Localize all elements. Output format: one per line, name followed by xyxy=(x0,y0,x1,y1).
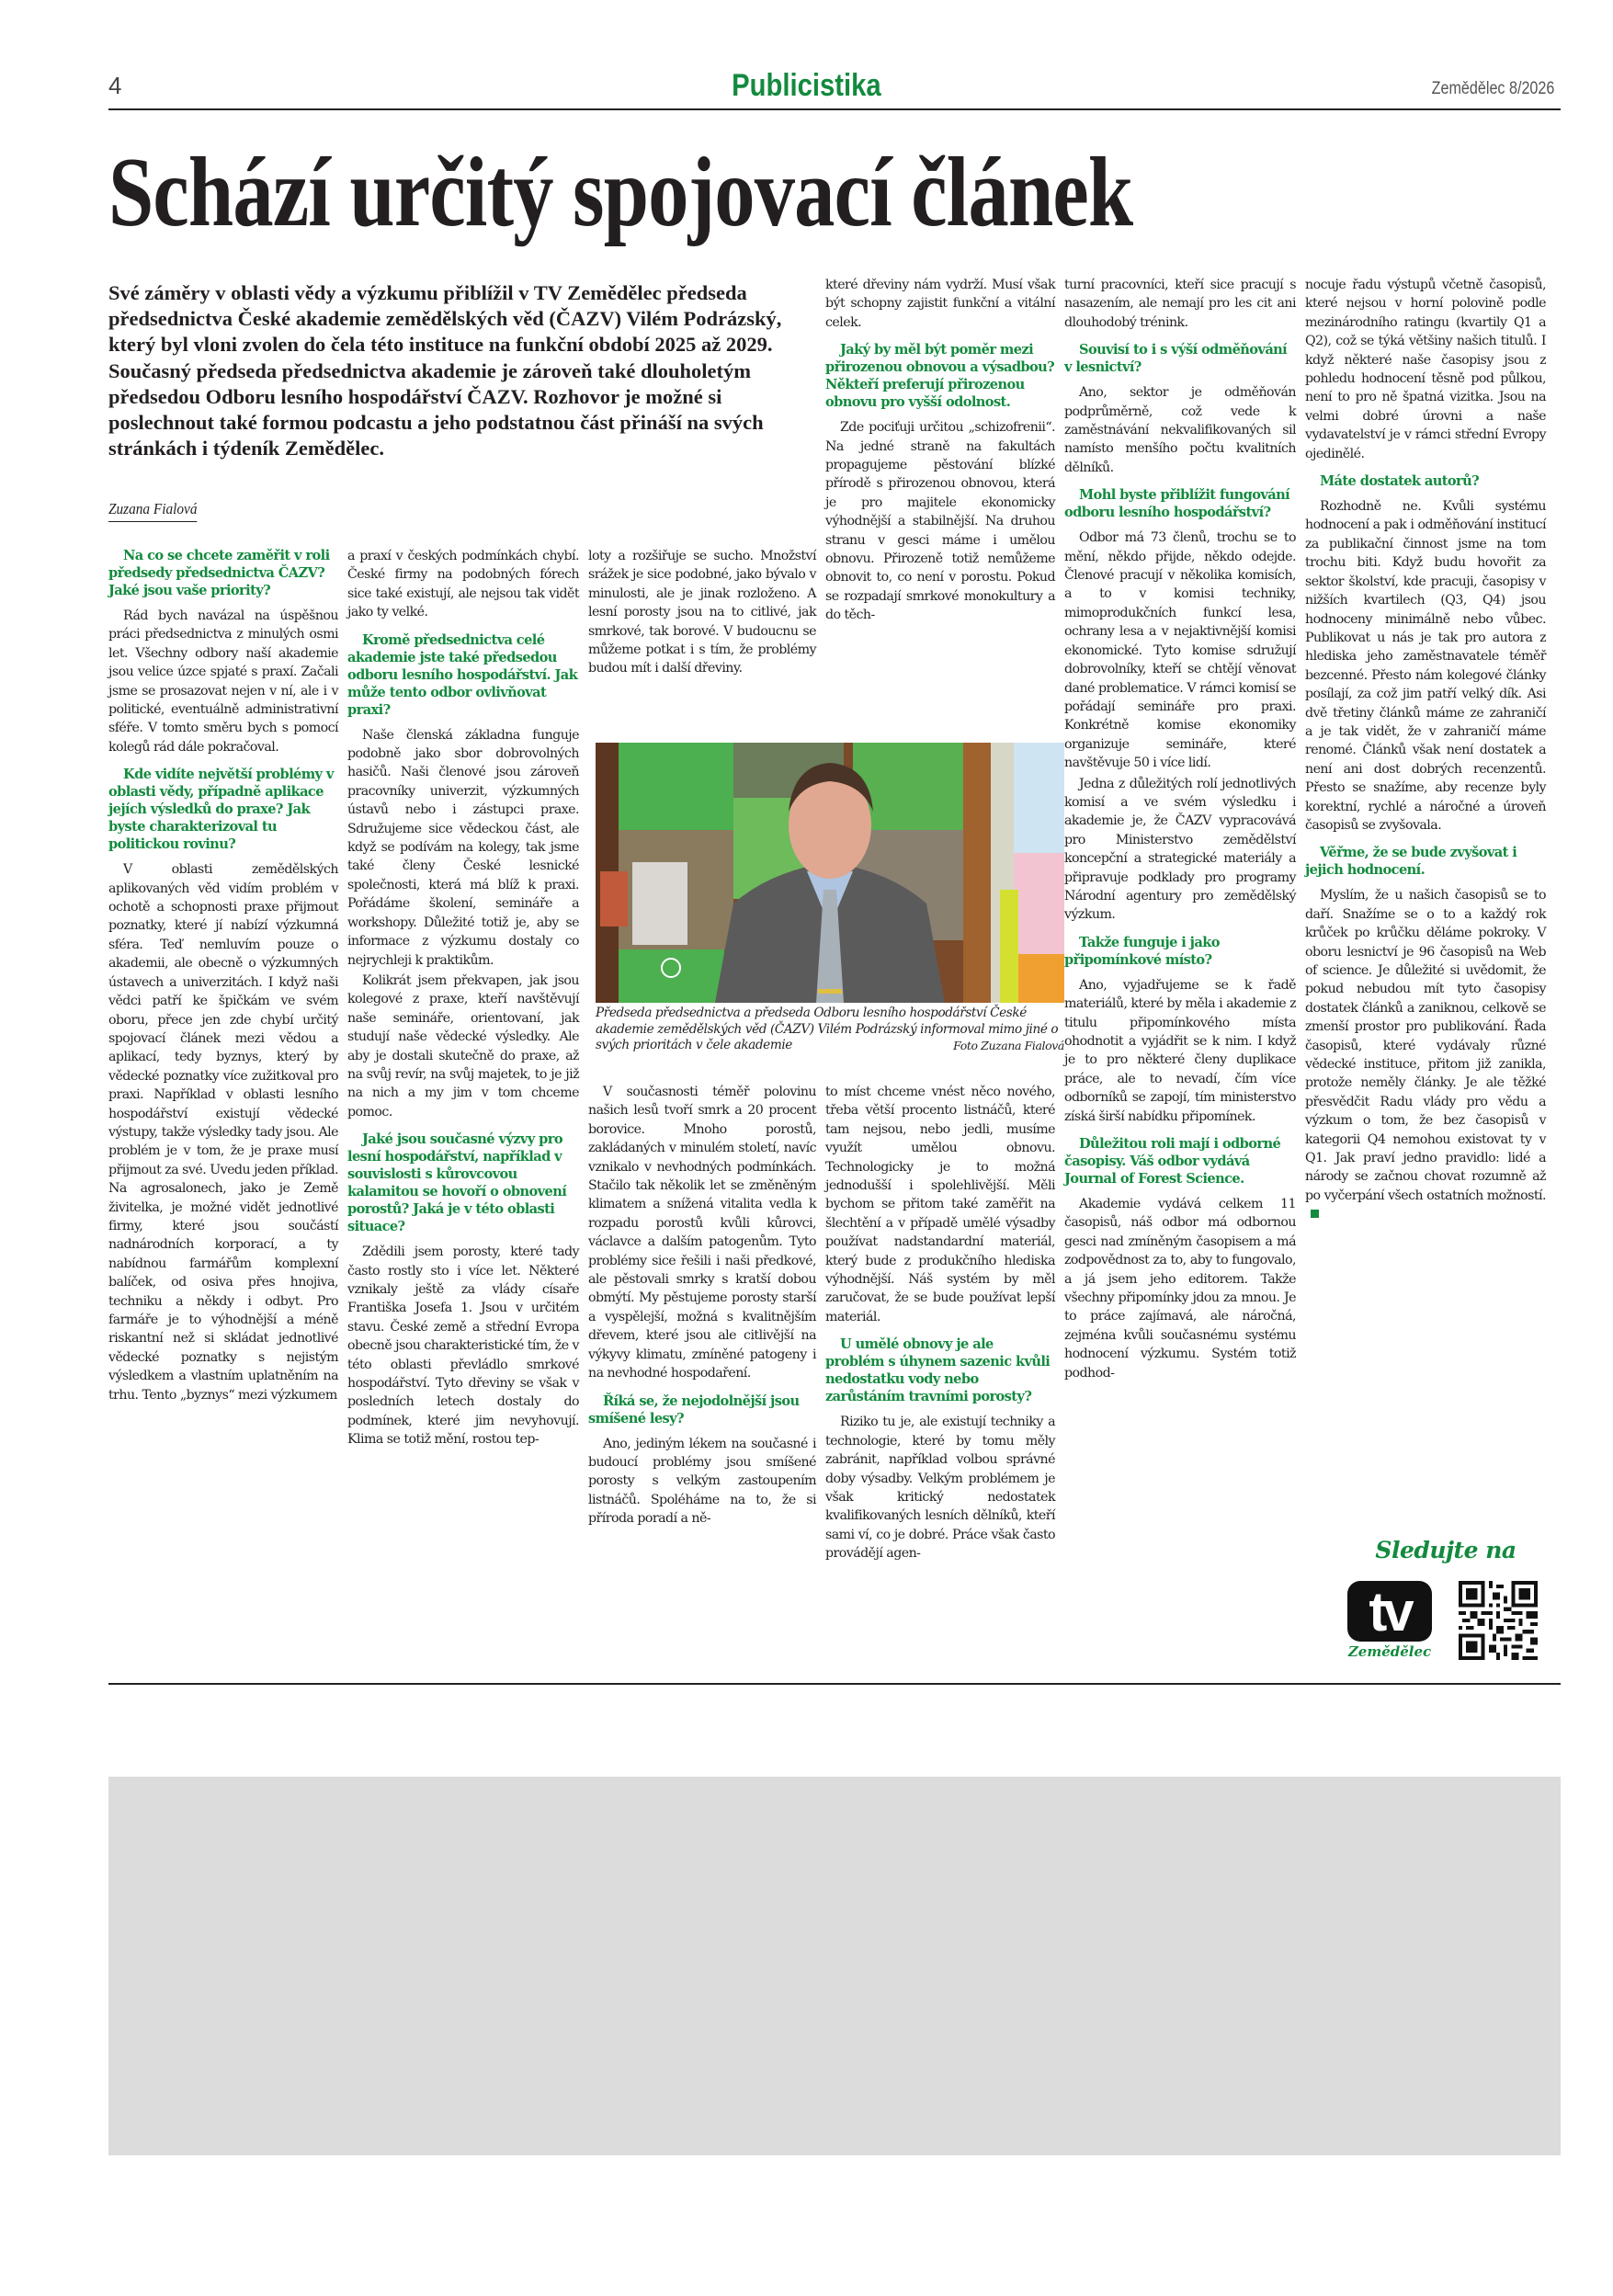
question-heading: Kde vidíte největší problémy v oblasti vědy, případně aplikace jejích výsledků do praxe? Jak byste charakterizoval tu politickou rovinu? xyxy=(108,767,334,853)
question-heading: U umělé obnovy je ale problém s úhynem sazenic kvůli nedostatku vody nebo zarůstáním travními porosty? xyxy=(825,1336,1051,1405)
answer-paragraph: Ano, jediným lékem na současné i budoucí problémy jsou smíšené porosty s velkým zastoupením listnáčů. Spoléháme na to, že si příroda poradí a ně- xyxy=(588,1436,816,1527)
headline: Schází určitý spojovací článek xyxy=(108,138,1133,247)
answer-paragraph: a praxí v českých podmínkách chybí. České firmy na podobných fórech sice také existují, ale nejsou tak vidět jako ty velké. xyxy=(347,549,579,620)
answer-paragraph: nocuje řadu výstupů včetně časopisů, které nejsou v horní polovině podle mezinárodního ratingu (kvartily Q1 a Q2), což se týká většiny našich titulů. I když některé naše časopisy jsou z pohledu hodnocení těsně pod půlkou, není to pro ně špatná vizitka. Jsou na velmi dobré úrovni a naše vydavatelství je v rámci střední Evropy ojedinělé. xyxy=(1305,278,1546,461)
photo-caption xyxy=(596,1006,1064,1054)
column-2 xyxy=(347,547,579,1449)
answer-paragraph: Akademie vydává celkem 11 časopisů, náš odbor má odbornou gesci nad zmíněným časopisem a má zodpovědnost za to, aby to fungovalo, a já jsem jeho editorem. Takže všechny připomínky jdou za mnou. Je to práce zajímavá, ale náročná, zejména kvůli současnému systému hodnocení výzkumu. Systém totiž podhod- xyxy=(1064,1197,1296,1381)
column-1 xyxy=(108,547,338,1404)
answer-paragraph: Rád bych navázal na úspěšnou práci předsednictva z minulých osmi let. Všechny odbory naší akademie jsou velice úzce spjaté s praxí. Začali jsme se prosazovat nejen v ní, ale i v politické, eventuálně administrativní sféře. V tomto směru bych s pomocí kolegů rád dále pokračoval. xyxy=(108,608,338,755)
answer-paragraph: Ano, sektor je odměňován podprůměrně, což vede k zaměstnávání nekvalifikovaných sil namísto menšího počtu kvalitních dělníků. xyxy=(1064,385,1296,475)
footer-divider xyxy=(108,1683,1561,1685)
tv-logo-icon xyxy=(1344,1579,1436,1662)
header-divider xyxy=(108,108,1561,110)
answer-paragraph: Jedna z důležitých rolí jednotlivých komisí a ve svém výsledku i akademie je, že ČAZV vypracovává pro Ministerstvo zemědělství koncepční a strategické materiály a připravuje podklady pro programy Národní agentury pro zemědělský výzkum. xyxy=(1064,776,1296,923)
answer-paragraph: Odbor má 73 členů, trochu se to mění, někdo přijde, někdo odejde. Členové pracují v několika komisích, a to v komisi techniky, mimoprodukčních funkcí lesa, ochrany lesa a v nejaktivnější komisi ekonomické. Tyto komise sdružují dobrovolníky, kteří se chtějí věnovat dané problematice. V rámci komisí se pořádají semináře pro praxi. Konkrétně komise ekonomiky organizuje semináře, které navštěvuje 50 i více lidí. xyxy=(1064,530,1296,771)
question-heading: Věřme, že se bude zvyšovat i jejich hodnocení. xyxy=(1305,845,1517,879)
question-heading: Mohl byste přiblížit fungování odboru lesního hospodářství? xyxy=(1064,487,1290,521)
question-heading: Důležitou roli mají i odborné časopisy. Váš odbor vydává Journal of Forest Science. xyxy=(1064,1136,1281,1188)
end-of-article-icon xyxy=(1311,1210,1319,1218)
question-heading: Souvisí to i s výší odměňování v lesnictví? xyxy=(1064,342,1288,376)
answer-paragraph xyxy=(1305,886,1546,1223)
byline: Zuzana Fialová xyxy=(108,500,197,522)
column-3-top xyxy=(588,547,816,678)
advertisement-placeholder xyxy=(108,1777,1561,2155)
photo-credit: Foto Zuzana Fialová xyxy=(953,1039,1064,1052)
answer-paragraph: V oblasti zemědělských aplikovaných věd vidím problém v ochotě a schopnosti praxe přijmout poznatky, které jí nabízí výzkumná sféra. Teď nemluvím pouze o akademii, ale obecně o výzkumných ústavech a univerzitách. I když naši vědci patří ke špičkám ve svém oboru, přece jen zde chybí určitý spojovací článek mezi vědou a aplikací, tedy byznys, který by vědecké poznatky více zužitkoval pro praxi. Například v oblasti lesního hospodářství existují vědecké výstupy, takže výsledky tady jsou. Ale problém je v tom, že je praxe musí přijmout za své. Uvedu jeden příklad. Na agrosalonech, jako je Země živitelka, je možné vidět jednotlivé firmy, které jsou součástí nadnárodních korporací, a ty nabídnou farmářům komplexní balíček, od osiva přes hnojiva, techniku a někdy i odbyt. Pro farmáře je to výhodnější a méně riskantní než si skládat jednotlivé vědecké poznatky s nejistým výsledkem a vlastním uplatněním na trhu. Tento „byznys“ mezi výzkumem xyxy=(108,862,338,1403)
question-heading: Máte dostatek autorů? xyxy=(1320,473,1480,490)
article-photo xyxy=(596,743,1064,1003)
answer-paragraph: Rozhodně ne. Kvůli systému hodnocení a pak i odměňování institucí za publikační činnost jsme na tom trochu biti. Když budu hovořit za sektor školství, kde pracuji, časopisy v nižších kvartilech (Q3, Q4) jsou hodnoceny minimálně nebo vůbec. Publikovat u nás je tak pro autora z hlediska jeho zaměstnavatele téměř bezcenné. Přesto nám kolegové články posílají, za což jim patří velký dík. Asi dvě třetiny článků máme ze zahraničí a je tak vidět, že v zahraničí máme renomé. Článků však není dostatek a není ani dost dobrých recenzentů. Přesto se snažíme, aby recenze byly korektní, rychlé a náročné a úroveň časopisů se zvyšovala. xyxy=(1305,499,1546,833)
qr-code[interactable] xyxy=(1459,1581,1538,1660)
column-4-top xyxy=(825,276,1055,625)
answer-paragraph: Zdědili jsem porosty, které tady často rostly sto i více let. Některé vznikaly ještě za vlády císaře Františka Josefa 1. Jsou v určitém stavu. České země a střední Evropa obecně jsou charakteristické tím, že v této oblasti převládlo smrkové hospodářství. Tyto dřeviny se však v posledních letech dostaly do podmínek, které jim nevyhovují. Klima se totiž mění, rostou tep- xyxy=(347,1245,579,1448)
column-4-bottom xyxy=(825,1083,1055,1563)
answer-paragraph: Kolikrát jsem překvapen, jak jsou kolegové z praxe, kteří navštěvují naše semináře, orientovaní, jak studují naše vědecké výsledky. Ale aby je dostali skutečně do praxe, až na svůj revír, na svůj majetek, to je již na nich a my jim v tom chceme pomoc. xyxy=(347,972,579,1120)
article-intro: Své záměry v oblasti vědy a výzkumu přiblížil v TV Zemědělec předseda předsednictva České akademie zemědělských věd (ČAZV) Vilém Podrázský, který byl vloni zvolen do čela této instituce na funkční období 2025 až 2029. Současný předseda předsednictva akademie je zároveň také dlouholetým předsedou Odboru lesního hospodářství ČAZV. Rozhovor je možné si poslechnout také formou podcastu a jeho podstatnou část přináší na svých stránkách i týdeník Zemědělec. xyxy=(108,281,782,460)
question-heading: Na co se chcete zaměřit v roli předsedy předsednictva ČAZV? Jaké jsou vaše priority? xyxy=(108,548,330,598)
question-heading: Takže funguje i jako připomínkové místo? xyxy=(1064,934,1220,968)
column-6 xyxy=(1305,276,1546,1224)
column-3-bottom xyxy=(588,1083,816,1529)
answer-paragraph: Riziko tu je, ale existují techniky a technologie, které by tomu měly zabránit, například volbou správné doby výsadby. Velkým problémem je však kritický nedostatek kvalifikovaných lesních dělníků, kteří sami ví, co je dobré. Práce však často provádějí agen- xyxy=(825,1415,1055,1562)
tv-zemedelec-logo[interactable] xyxy=(1344,1579,1436,1662)
answer-paragraph: to míst chceme vnést něco nového, třeba větší procento listnáčů, které tam nejsou, nebo jedli, musíme využít umělou obnovu. Technologicky je to možná jednodušší i spolehlivější. Měli bychom se přitom také zaměřit na šlechtění a v případě umělé výsadby používat nadstandardní materiál, který bude z produkčního hlediska výhodnější. Náš systém by měl zaručovat, že se bude používat lepší materiál. xyxy=(825,1085,1055,1324)
page-number: 4 xyxy=(108,72,122,99)
question-heading: Kromě předsednictva celé akademie jste také předsedou odboru lesního hospodářství. Jak může tento odbor ovlivňovat praxi? xyxy=(347,631,578,718)
qr-code-icon xyxy=(1459,1581,1538,1660)
svg-text:tv: tv xyxy=(1369,1581,1411,1642)
answer-paragraph: V současnosti téměř polovinu našich lesů tvoří smrk a 20 procent borovice. Mnoho porostů, zakládaných v minulém století, navíc vznikalo v nevhodných podmínkách. Stačilo tak několik let se změněným klimatem a snížená vitalita vedla k rozpadu porostů kvůli kůrovci, václavce a dalším patogenům. Tyto problémy sice řešili i naši předkové, ale pěstovali smrky s kratší dobou obmýtí. My pěstujeme porosty starší a vyspělejší, možná s kvalitnějším dřevem, které jsou ale citlivější na výkyvy klimatu, zmíněné patogeny i na nevhodné hospodaření. xyxy=(588,1085,816,1381)
svg-text:Zemědělec: Zemědělec xyxy=(1347,1643,1432,1660)
answer-text: Myslím, že u našich časopisů se to daří. Snažíme se o to a každý rok krůček po krůčku děláme pokroky. V oboru lesnictví je 96 časopisů na Web of science. Je důležité si uvědomit, že pokud nebudou mít tyto časopisy dostatek článků a zaniknou, celkově se zmenší prostor pro publikování. Řada časopisů, které vydávaly různé vědecké instituce, přitom již zanikla, protože neměly články. Je ale těžké přesvědčit Radu vlády pro vědu a výzkum o tom, že bez časopisů v kategorii Q4 nemohou existovat ty v Q1. Jak praví jedno pravidlo: lidé a národy se začnou chovat rozumně až po vyčerpání všech ostatních možností. xyxy=(1305,888,1546,1203)
answer-paragraph: turní pracovníci, kteří sice pracují s nasazením, ale nemají pro les cit ani dlouhodobý trénink. xyxy=(1064,278,1296,330)
question-heading: Říká se, že nejodolnější jsou smíšené lesy? xyxy=(588,1392,800,1426)
answer-paragraph: Zde pociťuji určitou „schizofrenii“. Na jedné straně na fakultách propagujeme pěstování blízké přírodě s přirozenou obnovou, která je pro majitele ekonomicky výhodnější a stabilnější. Na druhou stranu v gesci máme i umělou obnovu. Přirozeně totiž nemůžeme obnovit to, co není v porostu. Pokud se rozpadají smrkové monokultury a do těch- xyxy=(825,420,1055,623)
column-5 xyxy=(1064,276,1296,1382)
answer-paragraph: Naše členská základna funguje podobně jako sbor dobrovolných hasičů. Naši členové jsou zároveň pracovníky univerzit, výzkumných ústavů nebo i zástupci praxe. Sdružujeme sice vědeckou část, ale když se podívám na kolegy, tak jsme také členy České lesnické společnosti, která má blíž k praxi. Pořádáme školení, semináře a workshopy. Důležité totiž je, aby se informace z výzkumu dostaly co nejrychleji k praktikům. xyxy=(347,727,579,968)
answer-paragraph: Ano, vyjadřujeme se k řadě materiálů, které by měla i akademie z titulu připomínkového místa ohodnotit a vyjádřit se k nim. I když je to pro některé členy duplikace práce, ale to nevadí, čím více odborníků se zapojí, tím ministerstvo získá širší nabídku připomínek. xyxy=(1064,977,1296,1124)
answer-paragraph: loty a rozšiřuje se sucho. Množství srážek je sice podobné, jako bývalo v minulosti, ale je jinak rozloženo. A lesní porosty jsou na to citlivé, jak smrkové, tak borové. V budoucnu se můžeme potkat i s tím, že problémy budou mít i další dřeviny. xyxy=(588,549,816,676)
caption-text: Předseda předsednictva a předseda Odboru lesního hospodářství České akademie zemědělských věd (ČAZV) Vilém Podrázský informoval mimo jiné o svých prioritách v čele akademie xyxy=(596,1006,1059,1052)
issue-label: Zemědělec 8/2026 xyxy=(1431,79,1554,98)
question-heading: Jaký by měl být poměr mezi přirozenou obnovou a výsadbou? Někteří preferují přirozenou obnovu pro vyšší odolnost. xyxy=(825,342,1055,411)
portrait-photo-icon xyxy=(596,743,1064,1003)
section-title: Publicistika xyxy=(732,68,881,103)
follow-us-label: Sledujte na xyxy=(1375,1537,1516,1563)
answer-paragraph: které dřeviny nám vydrží. Musí však být schopny zajistit funkční a vitální celek. xyxy=(825,278,1055,330)
question-heading: Jaké jsou současné výzvy pro lesní hospodářství, například v souvislosti s kůrovcovou kalamitou se hovoří o obnovení porostů? Jaká je v této oblasti situace? xyxy=(347,1131,567,1235)
